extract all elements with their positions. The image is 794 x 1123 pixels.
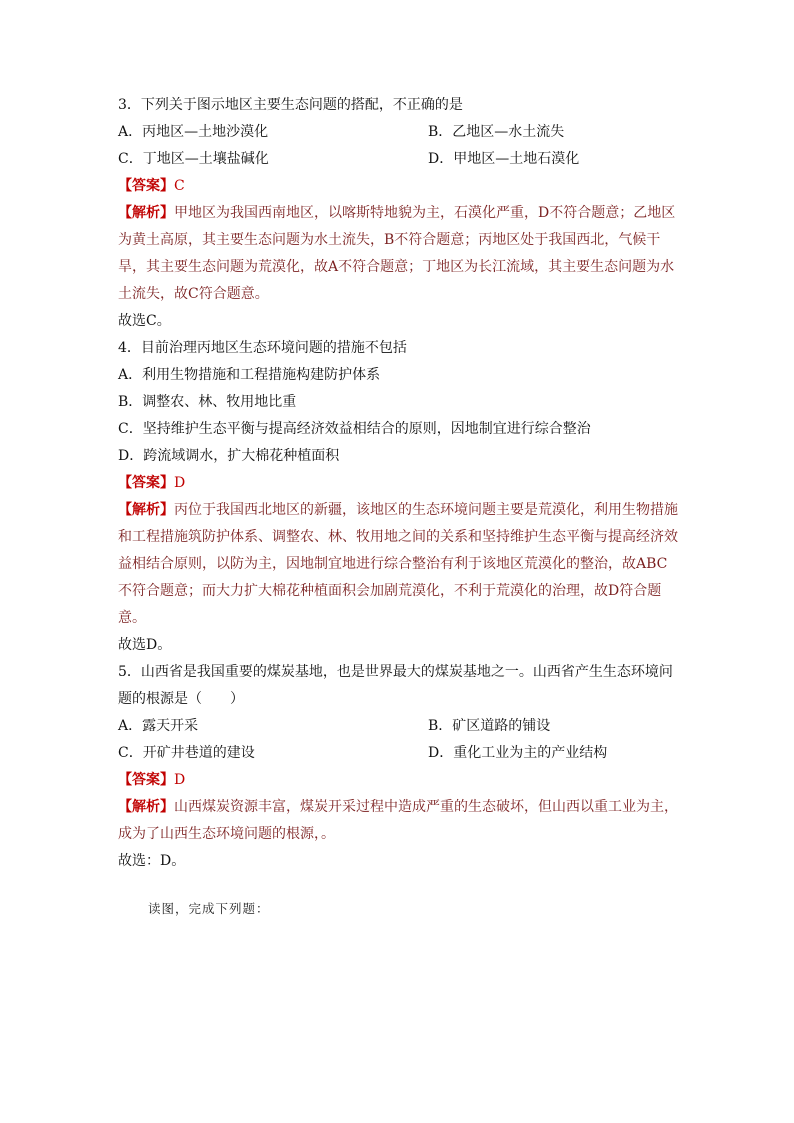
answer-label: 【答案】 [118, 772, 174, 788]
answer-line [118, 173, 678, 200]
answer-label: 【答案】 [118, 178, 174, 194]
question-4 [118, 335, 678, 659]
question-stem: 5．山西省是我国重要的煤炭基地，也是世界最大的煤炭基地之一。山西省产生生态环境问题的根源是（ ） [118, 664, 673, 707]
analysis-label: 【解析】 [118, 502, 174, 518]
analysis-paragraph [118, 497, 678, 632]
option-c: C．开矿井巷道的建设 [118, 745, 255, 761]
answer-line [118, 470, 678, 497]
answer-value: D [174, 475, 186, 491]
analysis-text: 甲地区为我国西南地区，以喀斯特地貌为主，石漠化严重，D不符合题意；乙地区为黄土高原，其主要生态问题为水土流失，B不符合题意；丙地区处于我国西北，气候干旱，其主要生态问题为荒漠化，故A不符合题意；丁地区为长江流域，其主要生态问题为水土流失，故C符合题意。 [118, 205, 676, 302]
analysis-text: 丙位于我国西北地区的新疆，该地区的生态环境问题主要是荒漠化，利用生物措施和工程措施筑防护体系、调整农、林、牧用地之间的关系和坚持维护生态平衡与提高经济效益相结合原则，以防为主，因地制宜地进行综合整治有利于该地区荒漠化的整治，故ABC不符合题意；而大力扩大棉花种植面积会加剧荒漠化，不利于荒漠化的治理，故D符合题意。 [118, 502, 678, 626]
question-stem: 4．目前治理丙地区生态环境问题的措施不包括 [118, 340, 407, 356]
option-b: B．矿区道路的铺设 [428, 718, 551, 734]
analysis-paragraph [118, 200, 678, 308]
conclusion: 故选C。 [118, 313, 171, 329]
option-row [118, 119, 678, 146]
option-b: B．乙地区—水土流失 [428, 124, 565, 140]
answer-label: 【答案】 [118, 475, 174, 491]
option-d: D．重化工业为主的产业结构 [428, 745, 608, 761]
option-c: C．丁地区—土壤盐碱化 [118, 151, 269, 167]
option-d: D．跨流域调水，扩大棉花种植面积 [118, 448, 340, 464]
option-b: B．调整农、林、牧用地比重 [118, 394, 297, 410]
conclusion: 故选：D。 [118, 853, 186, 869]
answer-value: D [174, 772, 186, 788]
option-row [118, 713, 678, 740]
analysis-label: 【解析】 [118, 799, 174, 815]
analysis-text: 山西煤炭资源丰富，煤炭开采过程中造成严重的生态破坏，但山西以重工业为主，成为了山西生态环境问题的根源，。 [118, 799, 678, 842]
option-a: A．丙地区—土地沙漠化 [118, 124, 269, 140]
conclusion: 故选D。 [118, 637, 172, 653]
document-page [118, 92, 678, 922]
option-d: D．甲地区—土地石漠化 [428, 151, 580, 167]
question-5 [118, 659, 678, 875]
option-row [118, 740, 678, 767]
question-3 [118, 92, 678, 335]
question-stem: 3．下列关于图示地区主要生态问题的搭配，不正确的是 [118, 97, 463, 113]
option-a: A．利用生物措施和工程措施构建防护体系 [118, 367, 381, 383]
option-row [118, 146, 678, 173]
option-a: A．露天开采 [118, 718, 199, 734]
answer-line [118, 767, 678, 794]
analysis-label: 【解析】 [118, 205, 174, 221]
option-c: C．坚持维护生态平衡与提高经济效益相结合的原则，因地制宜进行综合整治 [118, 421, 591, 437]
answer-value: C [174, 178, 185, 194]
analysis-paragraph [118, 794, 678, 848]
next-section-instruction: 读图，完成下列题： [148, 901, 270, 916]
